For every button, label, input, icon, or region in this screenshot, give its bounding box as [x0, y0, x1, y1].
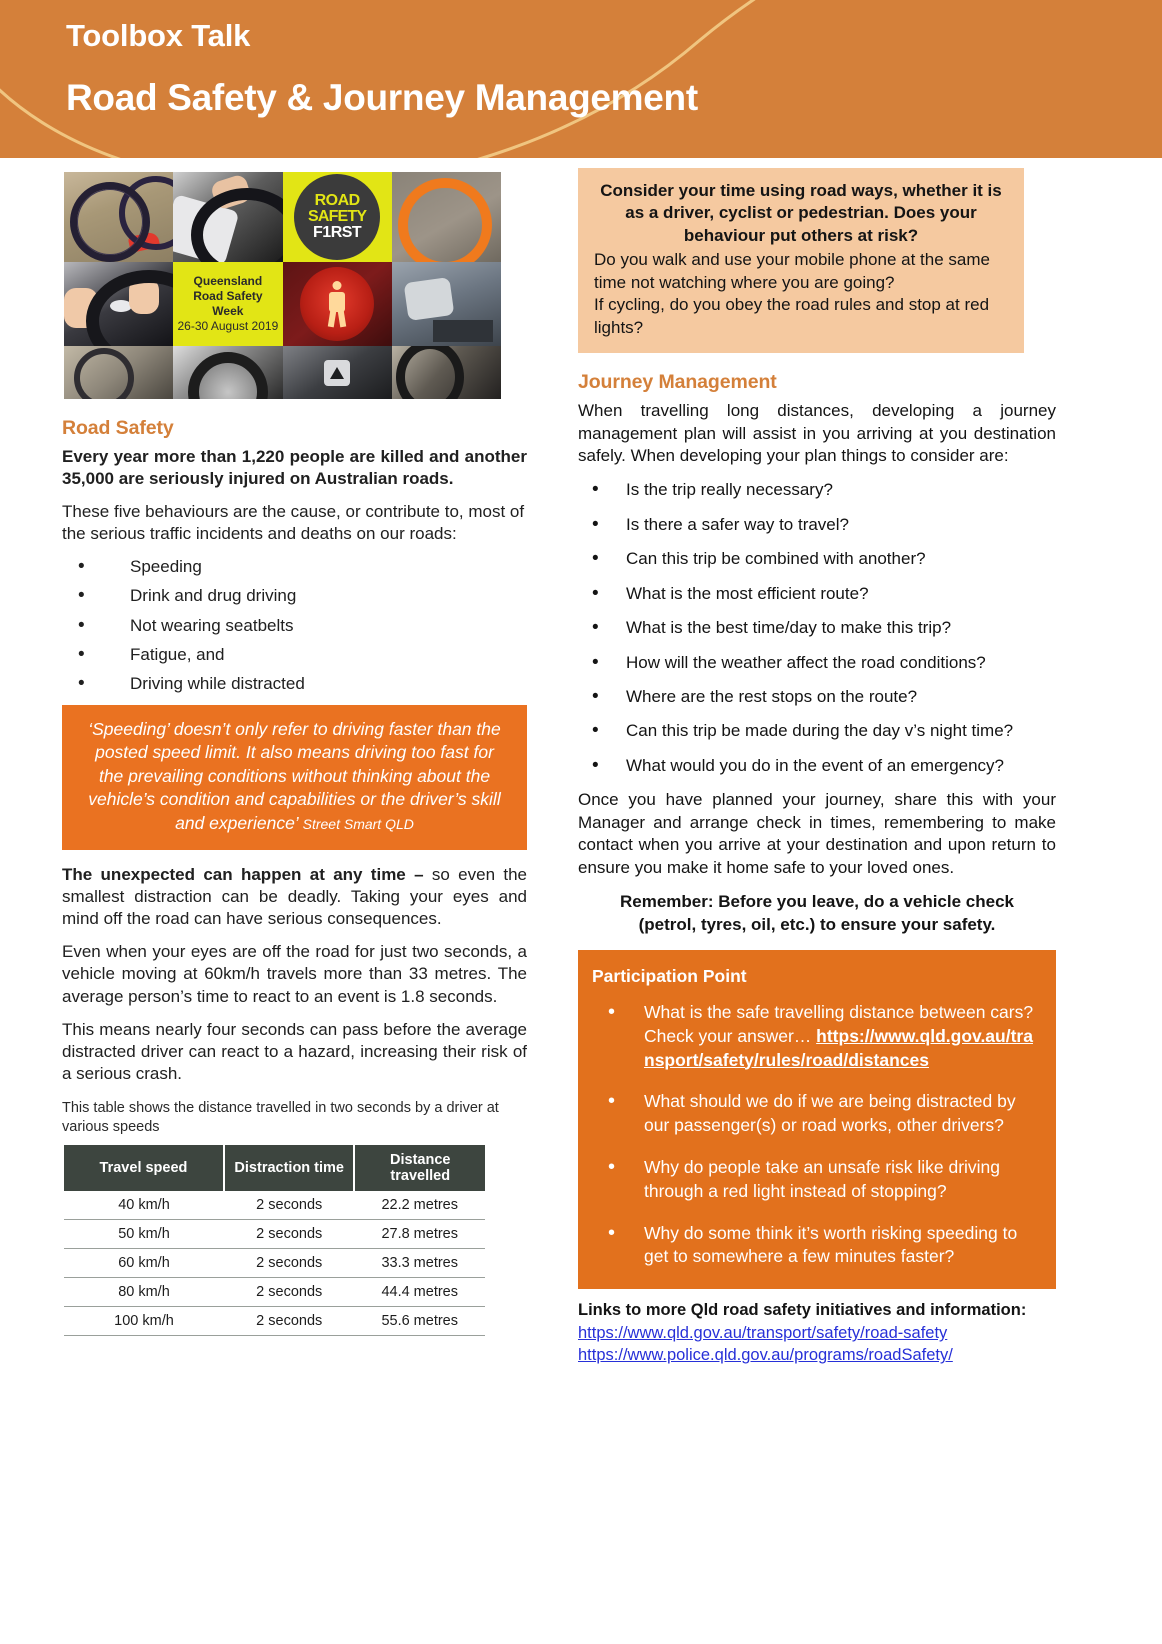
- cell-distance: 33.3 metres: [354, 1248, 485, 1277]
- consider-your-time-box: [578, 168, 1024, 353]
- collage-tile-qld-road-safety-week: [173, 262, 282, 346]
- list-item: • Fatigue, and: [62, 644, 527, 666]
- list-item: • Can this trip be combined with another?: [578, 548, 1056, 570]
- rsf-line-2: SAFETY: [307, 208, 367, 225]
- remember-note: Remember: Before you leave, do a vehicle check (petrol, tyres, oil, etc.) to ensure your safety.: [619, 892, 1014, 934]
- list-item: [592, 1001, 1038, 1072]
- table-header-row: [64, 1145, 485, 1191]
- participation-q1-text: What is the safe travelling distance between cars? Check your answer…: [644, 1001, 1034, 1046]
- page-header: [0, 0, 1162, 158]
- page-title: Road Safety & Journey Management: [66, 76, 698, 118]
- footer-links: [578, 1301, 1056, 1367]
- column-header-travel-speed: Travel speed: [64, 1145, 224, 1191]
- journey-management-heading: Journey Management: [578, 371, 777, 394]
- collage-tile-pedestrian-light: [283, 262, 392, 346]
- right-column: [578, 166, 1056, 1367]
- road-safety-heading: Road Safety: [62, 417, 174, 439]
- table-row: [64, 1277, 485, 1306]
- list-item: • Not wearing seatbelts: [62, 615, 527, 637]
- list-item: • What would you do in the event of an emergency?: [578, 755, 1056, 777]
- journey-outro-paragraph: Once you have planned your journey, share this with your Manager and arrange check in times, remembering to make contact when you arrive at your destination and upon return to ensure you make it home safe to your loved ones.: [578, 790, 1056, 877]
- quote-text: ‘Speeding’ doesn’t only refer to driving faster than the posted speed limit. It also means driving too fast for the prevailing conditions without thinking about the vehicle’s condition and capabilities or the driver’s skill and experience’: [88, 718, 501, 833]
- collage-tile-hazard-button: [283, 346, 392, 399]
- collage-tile-road-safety-first-logo: [283, 172, 392, 262]
- four-seconds-paragraph: This means nearly four seconds can pass before the average distracted driver can react to a hazard, increasing their risk of a serious crash.: [62, 1019, 527, 1083]
- collage-tile-driver-hands: [173, 172, 282, 262]
- road-safety-first-badge: [294, 174, 380, 260]
- road-safety-lead-paragraph: Every year more than 1,220 people are killed and another 35,000 are seriously injured on Australian roads.: [62, 447, 527, 489]
- unexpected-paragraph: [62, 864, 527, 930]
- journey-considerations-list: [578, 479, 1056, 777]
- list-item: • Why do people take an unsafe risk like driving through a red light instead of stopping?: [592, 1156, 1038, 1204]
- collage-tile-steering-wheel: [64, 262, 173, 346]
- two-seconds-paragraph: Even when your eyes are off the road for just two seconds, a vehicle moving at 60km/h travels more than 33 metres. The average person’s time to react to an event is 1.8 seconds.: [62, 942, 527, 1006]
- header-eyebrow: Toolbox Talk: [66, 18, 251, 53]
- participation-point-box: [578, 950, 1056, 1289]
- rsf-line-3: F1RST: [313, 224, 362, 241]
- consider-question-2: If cycling, do you obey the road rules and stop at red lights?: [594, 295, 990, 337]
- photo-collage: [64, 172, 501, 399]
- qld-road-safety-link[interactable]: https://www.qld.gov.au/transport/safety/road-safety: [578, 1324, 948, 1343]
- cell-distance: 55.6 metres: [354, 1306, 485, 1335]
- qld-police-road-safety-link[interactable]: https://www.police.qld.gov.au/programs/roadSafety/: [578, 1346, 953, 1365]
- list-item: • Driving while distracted: [62, 673, 527, 695]
- table-caption: This table shows the distance travelled in two seconds by a driver at various speeds: [62, 1099, 499, 1135]
- list-item: • Can this trip be made during the day v’s night time?: [578, 720, 1056, 742]
- participation-point-title: Participation Point: [592, 965, 747, 986]
- qrsw-line-3: 26-30 August 2019: [177, 319, 279, 333]
- list-item: • Speeding: [62, 556, 527, 578]
- cell-distance: 22.2 metres: [354, 1191, 485, 1220]
- list-item: • Where are the rest stops on the route?: [578, 686, 1056, 708]
- collage-tile-orange-tyre: [392, 172, 501, 262]
- list-item: • Why do some think it’s worth risking speeding to get to somewhere a few minutes faster?: [592, 1222, 1038, 1270]
- table-row: [64, 1191, 485, 1220]
- distance-table: [64, 1145, 485, 1336]
- cell-time: 2 seconds: [224, 1306, 355, 1335]
- road-safety-intro-paragraph: These five behaviours are the cause, or contribute to, most of the serious traffic incidents and deaths on our roads:: [62, 502, 525, 544]
- list-item: • What should we do if we are being distracted by our passenger(s) or road works, other drivers?: [592, 1090, 1038, 1138]
- cell-speed: 100 km/h: [64, 1306, 224, 1335]
- unexpected-bold-lead: The unexpected can happen at any time –: [62, 865, 432, 885]
- rsf-line-1: ROAD: [314, 192, 360, 209]
- speeding-quote-box: [62, 705, 527, 850]
- hazard-light-icon: [324, 360, 350, 386]
- collage-tile-roadside-worker: [392, 262, 501, 346]
- consider-lead-text: Consider your time using road ways, whether it is as a driver, cyclist or pedestrian. Does your behaviour put others at risk?: [600, 181, 1002, 245]
- column-header-distance-travelled: Distance travelled: [354, 1145, 485, 1191]
- list-item: • How will the weather affect the road conditions?: [578, 652, 1056, 674]
- behaviours-list: [62, 556, 527, 694]
- list-item: • What is the most efficient route?: [578, 583, 1056, 605]
- cell-speed: 80 km/h: [64, 1277, 224, 1306]
- table-row: [64, 1219, 485, 1248]
- collage-tile-motorcycle-wheel: [64, 346, 173, 399]
- cell-time: 2 seconds: [224, 1191, 355, 1220]
- table-row: [64, 1306, 485, 1335]
- table-row: [64, 1248, 485, 1277]
- collage-tile-car-wheel: [173, 346, 282, 399]
- qrsw-line-2: Road Safety Week: [193, 289, 263, 318]
- journey-intro-paragraph: When travelling long distances, developing a journey management plan will assist in you arriving at you destination safely. When developing your plan things to consider are:: [578, 401, 1056, 465]
- qrsw-line-1: Queensland: [193, 274, 263, 288]
- collage-tile-truck-tyre: [392, 346, 501, 399]
- collage-tile-cyclist: [64, 172, 173, 262]
- cell-speed: 60 km/h: [64, 1248, 224, 1277]
- cell-time: 2 seconds: [224, 1277, 355, 1306]
- cell-speed: 40 km/h: [64, 1191, 224, 1220]
- participation-questions-list: [592, 1001, 1038, 1269]
- quote-attribution: Street Smart QLD: [302, 815, 414, 832]
- unexpected-rest: so even the smallest distraction can be deadly. Taking your eyes and mind off the road can have serious consequences.: [62, 865, 527, 929]
- cell-time: 2 seconds: [224, 1248, 355, 1277]
- cell-distance: 44.4 metres: [354, 1277, 485, 1306]
- pedestrian-figure-icon: [326, 281, 348, 327]
- list-item: • Drink and drug driving: [62, 585, 527, 607]
- list-item: • What is the best time/day to make this trip?: [578, 617, 1056, 639]
- consider-question-1: Do you walk and use your mobile phone at the same time not watching where you are going?: [594, 250, 990, 292]
- cell-time: 2 seconds: [224, 1219, 355, 1248]
- left-column: [62, 166, 527, 1336]
- qld-distances-link[interactable]: https://www.qld.gov.au/transport/safety/rules/road/distances: [644, 1025, 1033, 1070]
- footer-links-title: Links to more Qld road safety initiatives and information:: [578, 1301, 1027, 1320]
- column-header-distraction-time: Distraction time: [224, 1145, 355, 1191]
- cell-distance: 27.8 metres: [354, 1219, 485, 1248]
- list-item: • Is there a safer way to travel?: [578, 514, 1056, 536]
- cell-speed: 50 km/h: [64, 1219, 224, 1248]
- list-item: • Is the trip really necessary?: [578, 479, 1056, 501]
